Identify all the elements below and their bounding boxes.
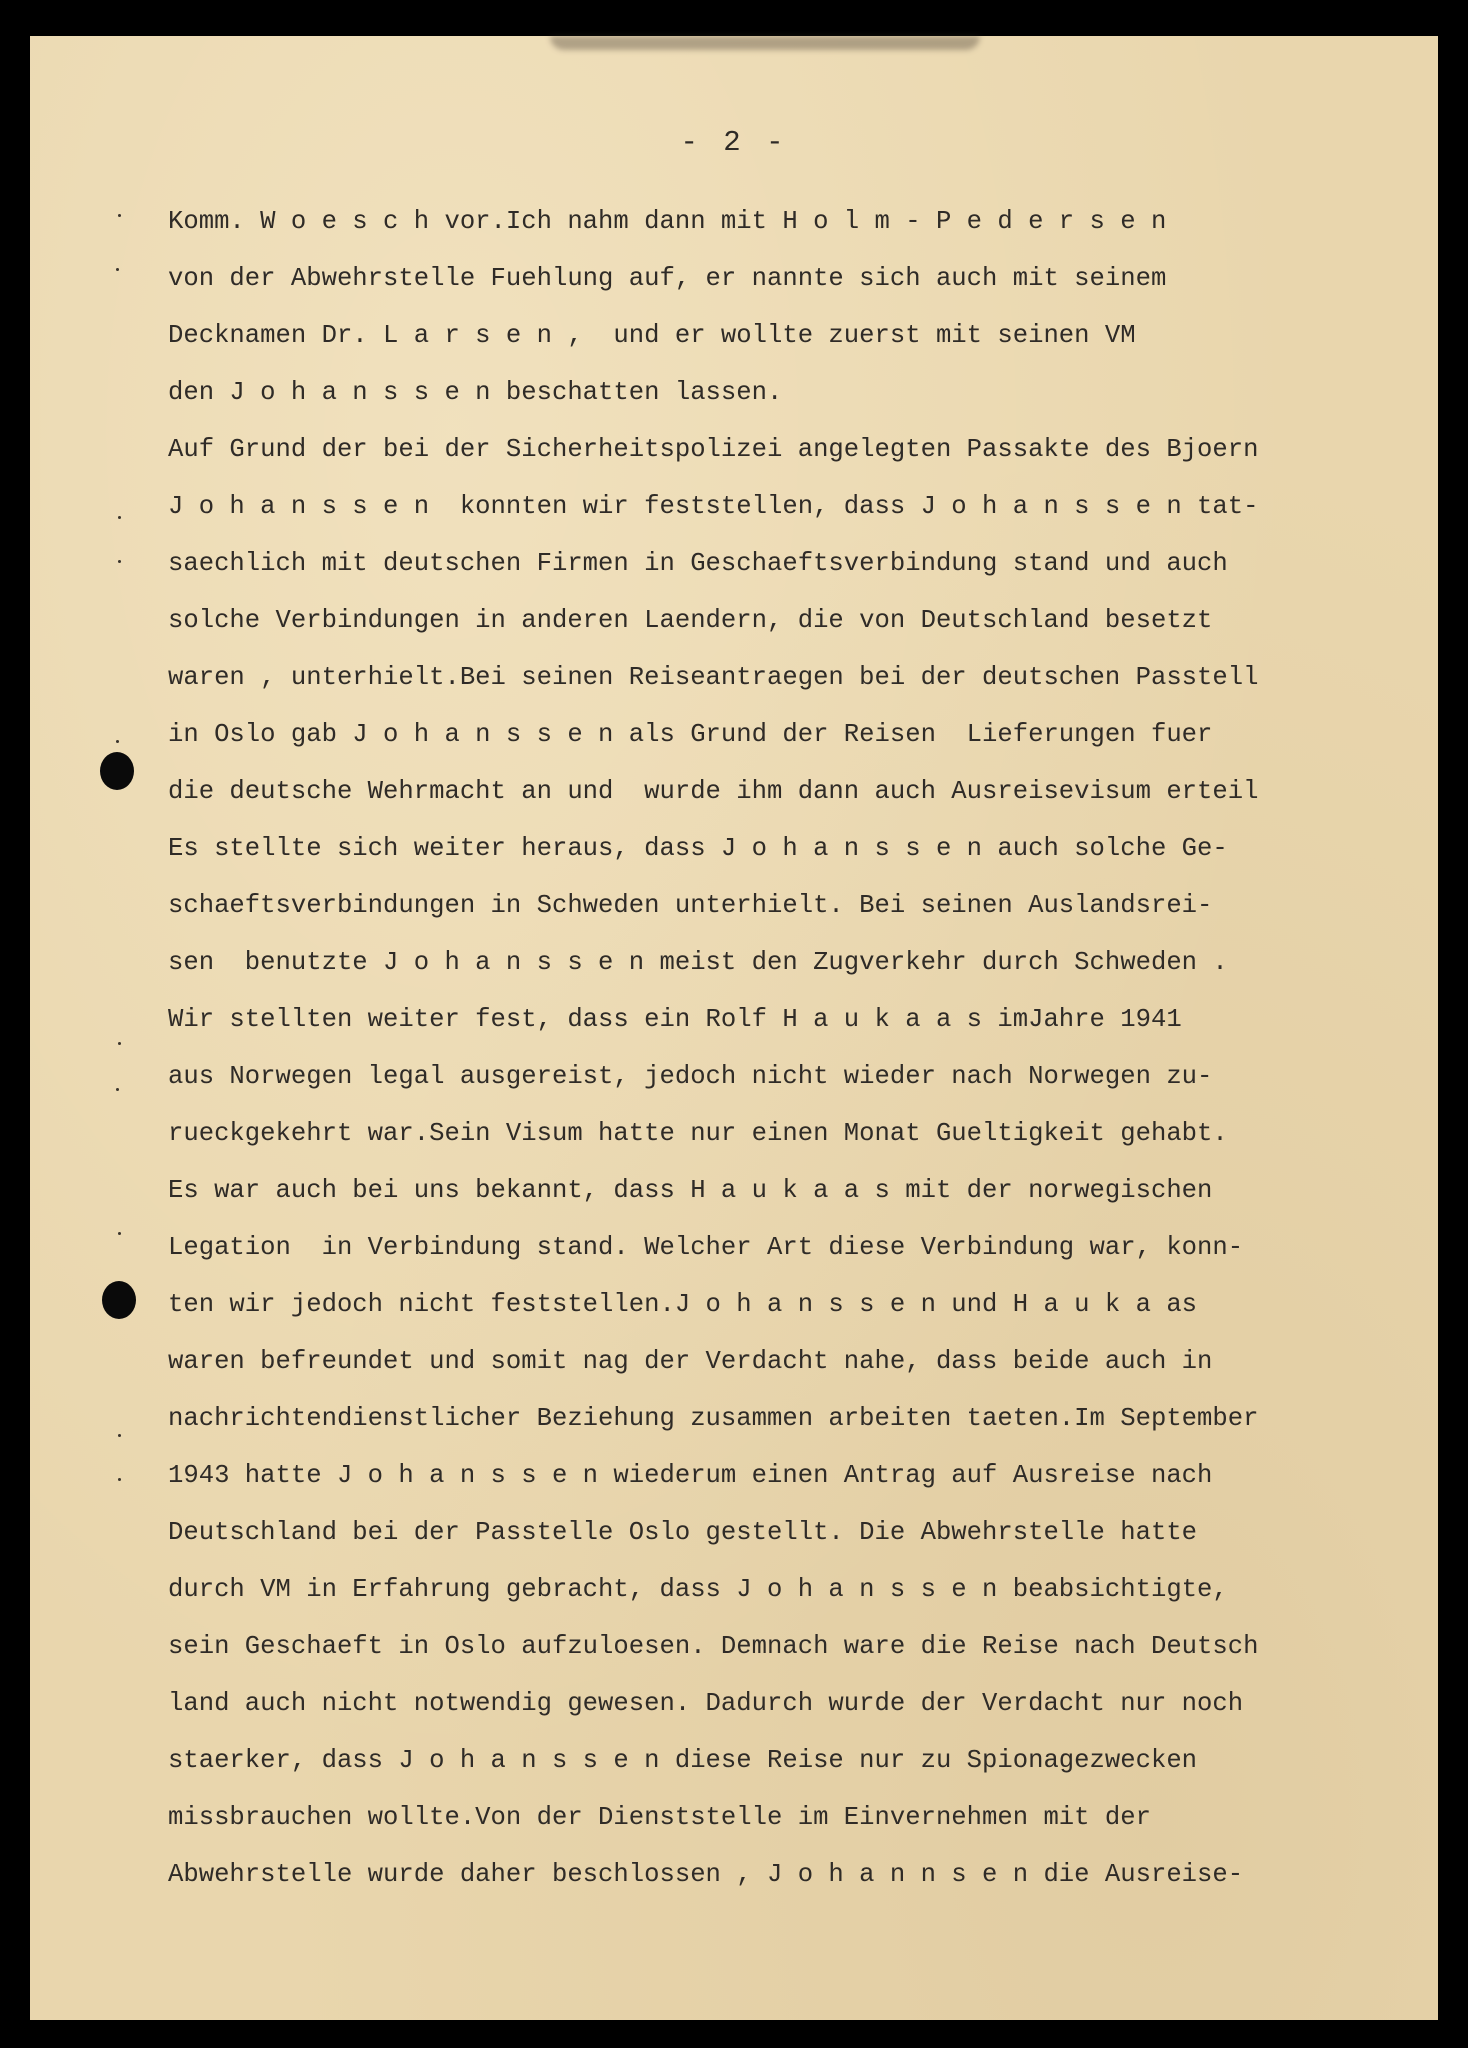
page-number: - 2 - — [680, 126, 788, 159]
text-line: Decknamen Dr. L a r s e n , und er wollte zuerst mit seinen VM — [168, 321, 1136, 350]
text-line: ten wir jedoch nicht feststellen.J o h a n s s e n und H a u k a as — [168, 1290, 1198, 1319]
margin-speck — [118, 1232, 121, 1235]
text-line: nachrichtendienstlicher Beziehung zusammen arbeiten taeten.Im September — [168, 1404, 1259, 1433]
text-line: Komm. W o e s c h vor.Ich nahm dann mit H o l m - P e d e r s e n — [168, 207, 1167, 236]
text-line: von der Abwehrstelle Fuehlung auf, er nannte sich auch mit seinem — [168, 264, 1167, 293]
text-line: sen benutzte J o h a n s s e n meist den Zugverkehr durch Schweden . — [168, 948, 1228, 977]
margin-speck — [118, 1042, 121, 1045]
text-line: Es war auch bei uns bekannt, dass H a u k a a s mit der norwegischen — [168, 1176, 1213, 1205]
text-line: die deutsche Wehrmacht an und wurde ihm dann auch Ausreisevisum erteil — [168, 777, 1259, 806]
margin-speck — [118, 516, 121, 519]
top-edge-smudge — [550, 36, 980, 50]
text-line: durch VM in Erfahrung gebracht, dass J o h a n s s e n beabsichtigte, — [168, 1575, 1228, 1604]
text-line: waren , unterhielt.Bei seinen Reiseantraegen bei der deutschen Passtell — [168, 663, 1259, 692]
text-line: rueckgekehrt war.Sein Visum hatte nur einen Monat Gueltigkeit gehabt. — [168, 1119, 1228, 1148]
text-line: sein Geschaeft in Oslo aufzuloesen. Demnach ware die Reise nach Deutsch — [168, 1632, 1259, 1661]
margin-speck — [116, 268, 119, 271]
text-line: staerker, dass J o h a n s s e n diese Reise nur zu Spionagezwecken — [168, 1746, 1198, 1775]
text-line: schaeftsverbindungen in Schweden unterhielt. Bei seinen Auslandsrei- — [168, 891, 1213, 920]
punch-hole-upper — [100, 752, 134, 790]
text-line: land auch nicht notwendig gewesen. Dadurch wurde der Verdacht nur noch — [168, 1689, 1244, 1718]
text-line: Deutschland bei der Passtelle Oslo gestellt. Die Abwehrstelle hatte — [168, 1518, 1198, 1547]
margin-speck — [116, 1088, 119, 1091]
document-page — [30, 36, 1438, 2020]
text-line: den J o h a n s s e n beschatten lassen. — [168, 378, 783, 407]
text-line: Abwehrstelle wurde daher beschlossen , J o h a n n s e n die Ausreise- — [168, 1860, 1244, 1889]
text-line: aus Norwegen legal ausgereist, jedoch nicht wieder nach Norwegen zu- — [168, 1062, 1213, 1091]
text-line: Legation in Verbindung stand. Welcher Art diese Verbindung war, konn- — [168, 1233, 1244, 1262]
margin-speck — [118, 560, 121, 563]
margin-speck — [118, 1434, 121, 1437]
text-line: saechlich mit deutschen Firmen in Geschaeftsverbindung stand und auch — [168, 549, 1228, 578]
text-line: J o h a n s s e n konnten wir feststellen, dass J o h a n s s e n tat- — [168, 492, 1259, 521]
text-line: missbrauchen wollte.Von der Dienststelle im Einvernehmen mit der — [168, 1803, 1151, 1832]
text-line: in Oslo gab J o h a n s s e n als Grund der Reisen Lieferungen fuer — [168, 720, 1213, 749]
text-line: 1943 hatte J o h a n s s e n wiederum einen Antrag auf Ausreise nach — [168, 1461, 1213, 1490]
text-line: solche Verbindungen in anderen Laendern, die von Deutschland besetzt — [168, 606, 1213, 635]
margin-speck — [118, 214, 121, 217]
text-line: Auf Grund der bei der Sicherheitspolizei angelegten Passakte des Bjoern — [168, 435, 1259, 464]
text-line: waren befreundet und somit nag der Verdacht nahe, dass beide auch in — [168, 1347, 1213, 1376]
text-line: Es stellte sich weiter heraus, dass J o h a n s s e n auch solche Ge- — [168, 834, 1228, 863]
margin-speck — [118, 1478, 121, 1481]
text-line: Wir stellten weiter fest, dass ein Rolf H a u k a a s imJahre 1941 — [168, 1005, 1182, 1034]
punch-hole-lower — [102, 1281, 136, 1319]
margin-speck — [116, 740, 119, 743]
